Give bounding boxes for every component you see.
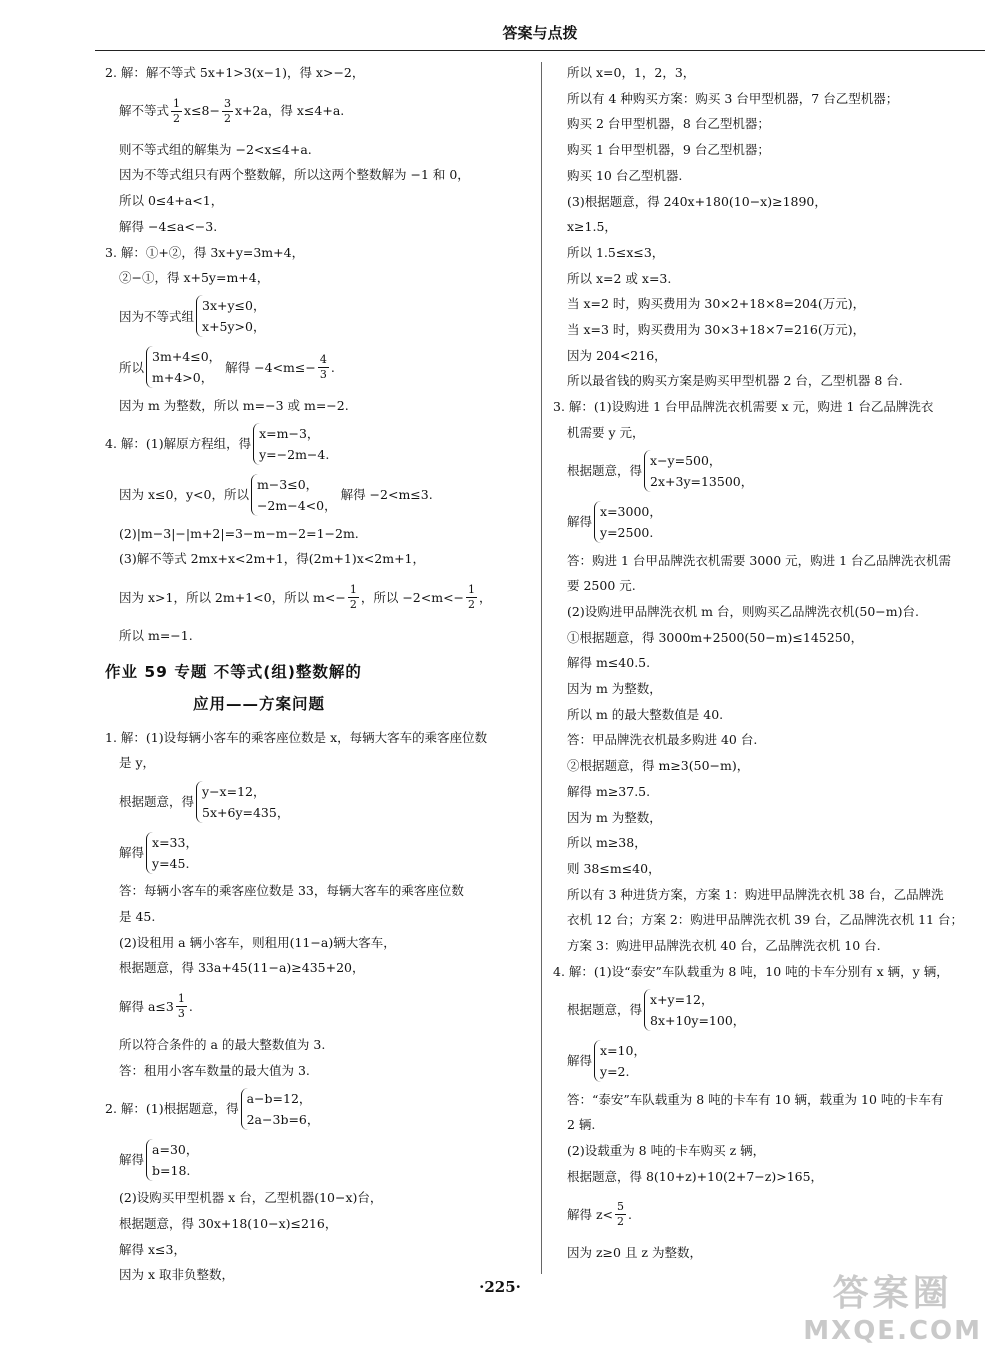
- answer-line: (2)设购买甲型机器 x 台，乙型机器(10−x)台，: [119, 1190, 383, 1206]
- equation-system: a=30， b=18.: [146, 1139, 198, 1181]
- answer-line: 所以最省钱的购买方案是购买甲型机器 2 台，乙型机器 8 台.: [567, 373, 903, 389]
- answer-line: 答：购进 1 台甲品牌洗衣机需要 3000 元，购进 1 台乙品牌洗衣机需: [567, 552, 952, 568]
- answer-line: 因为 z≥0 且 z 为整数，: [567, 1245, 702, 1261]
- equation-system: x=m−3， y=−2m−4.: [253, 423, 329, 465]
- answer-line: 因为 x≤0，y<0，所以 m−3≤0， −2m−4<0， 解得 −2<m≤3.: [105, 470, 530, 521]
- page-header: [95, 16, 985, 51]
- answer-line: 要 2500 元.: [567, 578, 636, 594]
- answer-line: 答：租用小客车数量的最大值为 3.: [119, 1062, 310, 1078]
- answer-line: 解得 x=3000， y=2500.: [553, 497, 988, 548]
- answer-line: 所以 x=0，1，2，3，: [567, 65, 696, 80]
- answer-line: 3. 解：①+②，得 3x+y=3m+4，: [105, 244, 305, 260]
- answer-line: 是 y，: [119, 755, 156, 771]
- answer-line: 则 38≤m≤40，: [567, 860, 661, 876]
- answer-line: 购买 1 台甲型机器，9 台乙型机器；: [567, 142, 770, 158]
- answer-line: 所以 m=−1.: [119, 628, 193, 644]
- answer-line: 因为 m 为整数，: [567, 809, 662, 825]
- section-title-continued: 应用——方案问题: [193, 694, 326, 713]
- answer-line: 当 x=3 时，购买费用为 30×3+18×7=216(万元)，: [567, 322, 866, 338]
- answer-line: (2)设租用 a 辆小客车，则租用(11−a)辆大客车，: [119, 934, 396, 950]
- watermark-url: MXQE.COM: [803, 1316, 982, 1346]
- answer-line: 因为不等式组只有两个整数解，所以这两个整数解为 −1 和 0，: [119, 167, 470, 183]
- answer-line: 答：“泰安”车队载重为 8 吨的卡车有 10 辆，载重为 10 吨的卡车有: [567, 1091, 944, 1107]
- answer-line: 因为 m 为整数，: [567, 681, 662, 697]
- answer-line: 根据题意，得 8(10+z)+10(2+7−z)>165，: [567, 1168, 824, 1184]
- page-number: ·225·: [479, 1278, 521, 1296]
- answer-line: 解得 m≤40.5.: [567, 655, 651, 671]
- answer-line: (2)设载重为 8 吨的卡车购买 z 辆，: [567, 1142, 766, 1158]
- equation-system: x−y=500， 2x+3y=13500，: [644, 450, 753, 492]
- watermark-logo: [803, 1265, 982, 1346]
- answer-line: 因为 m 为整数，所以 m=−3 或 m=−2.: [119, 397, 349, 413]
- answer-line: 因为 204<216，: [567, 347, 667, 363]
- equation-system: x=33， y=45.: [146, 832, 198, 874]
- answer-line: 方案 3：购进甲品牌洗衣机 40 台，乙品牌洗衣机 10 台.: [567, 938, 881, 954]
- answer-line: 机需要 y 元，: [567, 424, 645, 440]
- answer-line: 3. 解：(1)设购进 1 台甲品牌洗衣机需要 x 元，购进 1 台乙品牌洗衣: [553, 399, 934, 415]
- answer-line: 解得 m≥37.5.: [567, 783, 651, 799]
- answer-line: 衣机 12 台；方案 2：购进甲品牌洗衣机 39 台，乙品牌洗衣机 11 台；: [567, 912, 963, 928]
- answer-line: 所以 m≥38，: [567, 835, 647, 851]
- answer-line: 因为不等式组 3x+y≤0， x+5y>0，: [105, 291, 530, 342]
- equation-system: 3x+y≤0， x+5y>0，: [196, 295, 265, 337]
- column-divider: [541, 62, 542, 1274]
- answer-line: 购买 10 台乙型机器.: [567, 167, 683, 183]
- answer-line: 1. 解：(1)设每辆小客车的乘客座位数是 x，每辆大客车的乘客座位数: [105, 729, 488, 745]
- answer-line: ①根据题意，得 3000m+2500(50−m)≤145250，: [567, 629, 864, 645]
- answer-line: 是 45.: [119, 908, 156, 924]
- answer-line: (2)设购进甲品牌洗衣机 m 台，则购买乙品牌洗衣机(50−m)台.: [567, 603, 919, 619]
- fraction: $\frac{1}{2}$: [173, 96, 181, 125]
- answer-line: 根据题意，得 y−x=12， 5x+6y=435，: [105, 776, 530, 827]
- equation-system: x+y=12， 8x+10y=100，: [644, 989, 745, 1031]
- answer-line: 解得 x≤3，: [119, 1241, 186, 1257]
- answer-line: 所以 3m+4≤0， m+4>0， 解得 −4<m≤− $\frac{4}{3}$ .: [105, 342, 530, 393]
- answer-line: 当 x=2 时，购买费用为 30×2+18×8=204(万元)，: [567, 296, 866, 312]
- answer-line: 解不等式 $\frac{1}{2}$ x≤8− $\frac{3}{2}$ x+2a，得 x≤4+a.: [119, 96, 345, 125]
- answer-line: 所以有 4 种购买方案：购买 3 台甲型机器，7 台乙型机器；: [567, 90, 899, 106]
- answer-line: 2. 解：(1)根据题意，得 a−b=12， 2a−3b=6，: [105, 1083, 530, 1134]
- equation-system: m−3≤0， −2m−4<0，: [251, 474, 337, 516]
- answer-line: 4. 解：(1)设“泰安”车队载重为 8 吨，10 吨的卡车分别有 x 辆，y 辆，: [553, 963, 949, 979]
- fraction: $\frac{1}{3}$: [177, 991, 185, 1020]
- answer-line: 答：每辆小客车的乘客座位数是 33，每辆大客车的乘客座位数: [119, 883, 464, 899]
- answer-line: 所以有 3 种进货方案，方案 1：购进甲品牌洗衣机 38 台，乙品牌洗: [567, 886, 944, 902]
- answer-line: 所以符合条件的 a 的最大整数值为 3.: [119, 1036, 326, 1052]
- answer-line: 所以 0≤4+a<1，: [119, 193, 224, 209]
- answer-line: 所以 1.5≤x≤3，: [567, 244, 665, 260]
- answer-line: 所以 m 的最大整数值是 40.: [567, 706, 724, 722]
- fraction: $\frac{1}{2}$: [468, 583, 476, 612]
- answer-line: 根据题意，得 x+y=12， 8x+10y=100，: [553, 985, 988, 1036]
- answer-line: 购买 2 台甲型机器，8 台乙型机器；: [567, 116, 770, 132]
- answer-line: 答：甲品牌洗衣机最多购进 40 台.: [567, 732, 758, 748]
- equation-system: x=3000， y=2500.: [594, 501, 662, 543]
- answer-line: 4. 解：(1)解原方程组，得 x=m−3， y=−2m−4.: [105, 419, 530, 470]
- fraction: $\frac{3}{2}$: [223, 96, 231, 125]
- watermark-text: 答案圈: [832, 1273, 953, 1314]
- answer-line: (3)解不等式 2mx+x<2m+1，得(2m+1)x<2m+1，: [119, 551, 426, 567]
- answer-line: x≥1.5，: [567, 219, 617, 235]
- answer-line: 解得 a≤3 $\frac{1}{3}$ .: [119, 991, 193, 1020]
- answer-line: 2 辆.: [567, 1117, 596, 1133]
- answer-line: (3)根据题意，得 240x+180(10−x)≥1890，: [567, 193, 827, 209]
- equation-system: 3m+4≤0， m+4>0，: [146, 346, 221, 388]
- header-title: 答案与点拨: [502, 24, 578, 42]
- answer-line: 则不等式组的解集为 −2<x≤4+a.: [119, 141, 312, 157]
- answer-line: 2. 解：解不等式 5x+1>3(x−1)，得 x>−2，: [105, 65, 365, 80]
- equation-system: a−b=12， 2a−3b=6，: [241, 1088, 320, 1130]
- answer-line: 解得 x=10， y=2.: [553, 1036, 988, 1087]
- equation-system: x=10， y=2.: [594, 1040, 646, 1082]
- answer-line: 根据题意，得 x−y=500， 2x+3y=13500，: [553, 446, 988, 497]
- answer-line: 根据题意，得 30x+18(10−x)≤216，: [119, 1216, 338, 1232]
- fraction: $\frac{1}{2}$: [349, 583, 357, 612]
- answer-line: 解得 x=33， y=45.: [105, 827, 530, 878]
- answer-line: 解得 z< $\frac{5}{2}$ .: [567, 1200, 633, 1229]
- answer-line: 解得 −4≤a<−3.: [119, 218, 218, 234]
- section-title: 作业 59 专题 不等式(组)整数解的: [105, 662, 362, 681]
- equation-system: y−x=12， 5x+6y=435，: [196, 781, 289, 823]
- answer-line: ②−①，得 x+5y=m+4，: [119, 270, 270, 286]
- fraction: $\frac{5}{2}$: [617, 1200, 625, 1229]
- answer-line: 因为 x 取非负整数，: [119, 1267, 234, 1283]
- answer-line: 解得 a=30， b=18.: [105, 1134, 530, 1185]
- answer-line: (2)|m−3|−|m+2|=3−m−m−2=1−2m.: [119, 525, 359, 541]
- answer-line: ②根据题意，得 m≥3(50−m)，: [567, 758, 750, 774]
- fraction: $\frac{4}{3}$: [319, 352, 327, 381]
- answer-line: 根据题意，得 33a+45(11−a)≥435+20，: [119, 960, 365, 976]
- answer-line: 所以 x=2 或 x=3.: [567, 270, 672, 286]
- left-column: [105, 60, 530, 1288]
- right-column: [553, 60, 988, 1266]
- answer-line: 因为 x>1，所以 2m+1<0，所以 m<− $\frac{1}{2}$ ，所以 −2<m<− $\frac{1}{2}$ ，: [119, 583, 492, 612]
